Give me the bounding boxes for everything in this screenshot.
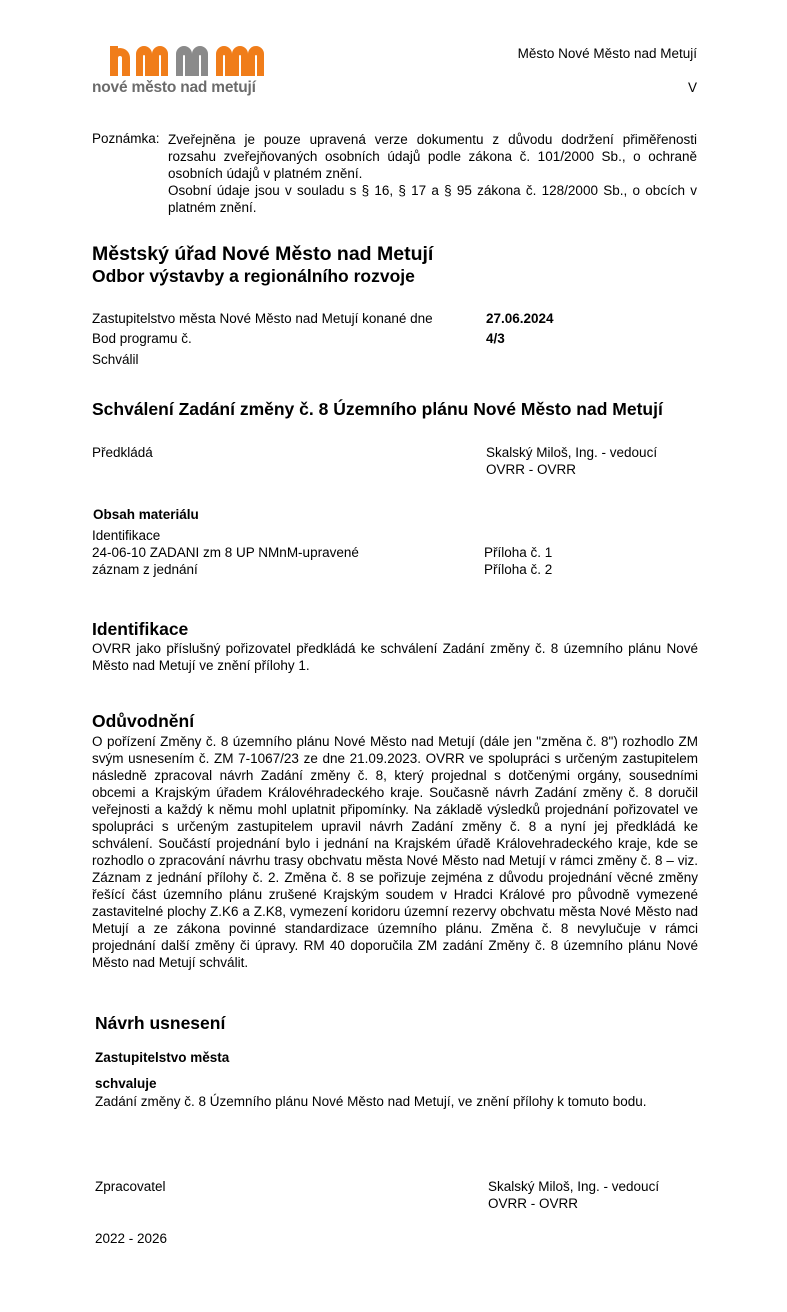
- agenda-item-row: [92, 331, 698, 351]
- approved-label: Schválil: [92, 352, 139, 367]
- note-line-2: Osobní údaje jsou v souladu s § 16, § 17 a § 95 zákona č. 128/2000 Sb., o obcích v platném znění.: [168, 183, 697, 215]
- justification-text: O pořízení Změny č. 8 územního plánu Nové Město nad Metují (dále jen "změna č. 8") rozhodlo ZM svým usnesením č. ZM 7-1067/23 ze dne 21.09.2023. OVRR ve spolupráci s určeným zastupitelem následně zpracoval návrh Zadání změny č. 8, který projednal s dotčenými orgány, sousedními obcemi a Krajským úřadem Královéhradeckého kraje. Současně návrh Zadání změny č. 8 doručil veřejnosti a každý k němu mohl uplatnit připomínky. Na základě výsledků projednání pořizovatel ve spolupráci s určeným zastupitelem upravil návrh Zadání změny č. 8 a nyní jej předkládá ke schválení. Součástí projednání bylo i jednání na Krajském úřadě Královehradeckého kraje, kde se rozhodlo o zpracování návrhu trasy obchvatu města Nové Město nad Metují v rámci změny č. 8 – viz. Záznam z jednání přílohy č. 2. Změna č. 8 se pořizuje zejména z důvodu projednání věcné změny řešící část územního plánu zrušené Krajským soudem v Hradci Králové pro původně vymezené zastavitelné plochy Z.K6 a Z.K8, vymezení koridoru územní rezervy obchvatu města Nové Město nad Metují a ze zákona povinné standardizace územního plánu. Změna č. 8 nevylučuje v rámci projednání další změny či úpravy. RM 40 doporučila ZM zadání Změny č. 8 územního plánu Nové Město nad Metují schválit.: [92, 734, 698, 970]
- note-line-1: Zveřejněna je pouze upravená verze dokumentu z důvodu dodržení přiměřenosti rozsahu zveřejňovaných osobních údajů podle zákona č. 101/2000 Sb., o ochraně osobních údajů v platném znění.: [168, 132, 697, 181]
- contents-attachment[interactable]: Příloha č. 1: [484, 545, 553, 560]
- processor-department: OVRR - OVRR: [488, 1196, 579, 1211]
- contents-attachment[interactable]: Příloha č. 2: [484, 562, 553, 577]
- header-mark: V: [687, 80, 697, 95]
- justification-heading: Odůvodnění: [92, 711, 195, 731]
- contents-heading: Obsah materiálu: [93, 507, 199, 522]
- resolution-verb: schvaluje: [95, 1076, 157, 1091]
- note-label: Poznámka:: [92, 131, 160, 146]
- agenda-item-label: Bod programu č.: [92, 331, 192, 346]
- electoral-term: 2022 - 2026: [95, 1231, 168, 1246]
- note-body: [168, 131, 697, 216]
- meeting-date-row: [92, 311, 698, 331]
- submitter-label: Předkládá: [92, 445, 153, 460]
- identification-heading: Identifikace: [92, 619, 189, 639]
- contents-item[interactable]: 24-06-10 ZADANI zm 8 UP NMnM-upravené: [92, 545, 359, 560]
- office-name: Městský úřad Nové Město nad Metují: [92, 243, 434, 265]
- contents-item[interactable]: záznam z jednání: [92, 562, 198, 577]
- logo-wordmark: nové město nad metují: [92, 79, 256, 96]
- contents-item[interactable]: Identifikace: [92, 528, 161, 543]
- submitter-name: Skalský Miloš, Ing. - vedoucí: [486, 445, 658, 460]
- resolution-body: Zastupitelstvo města: [95, 1050, 230, 1065]
- processor-label: Zpracovatel: [95, 1179, 166, 1194]
- document-title: Schválení Zadání změny č. 8 Územního plánu Nové Město nad Metují: [92, 399, 663, 419]
- approved-row: [92, 352, 698, 372]
- agenda-item-value: 4/3: [486, 331, 505, 346]
- meeting-date: 27.06.2024: [486, 311, 554, 326]
- department-name: Odbor výstavby a regionálního rozvoje: [92, 266, 415, 286]
- identification-text: OVRR jako příslušný pořizovatel předkládá ke schválení Zadání změny č. 8 územního plánu Nové Město nad Metují ve znění přílohy 1.: [92, 641, 698, 673]
- city-logo-icon: [92, 44, 268, 78]
- header-organization: Město Nové Město nad Metují: [517, 46, 697, 61]
- submitter-department: OVRR - OVRR: [486, 462, 577, 477]
- resolution-heading: Návrh usnesení: [95, 1013, 226, 1033]
- resolution-text: Zadání změny č. 8 Územního plánu Nové Město nad Metují, ve znění přílohy k tomuto bodu.: [95, 1094, 647, 1109]
- meeting-label: Zastupitelstvo města Nové Město nad Metují konané dne: [92, 311, 433, 326]
- processor-name: Skalský Miloš, Ing. - vedoucí: [488, 1179, 660, 1194]
